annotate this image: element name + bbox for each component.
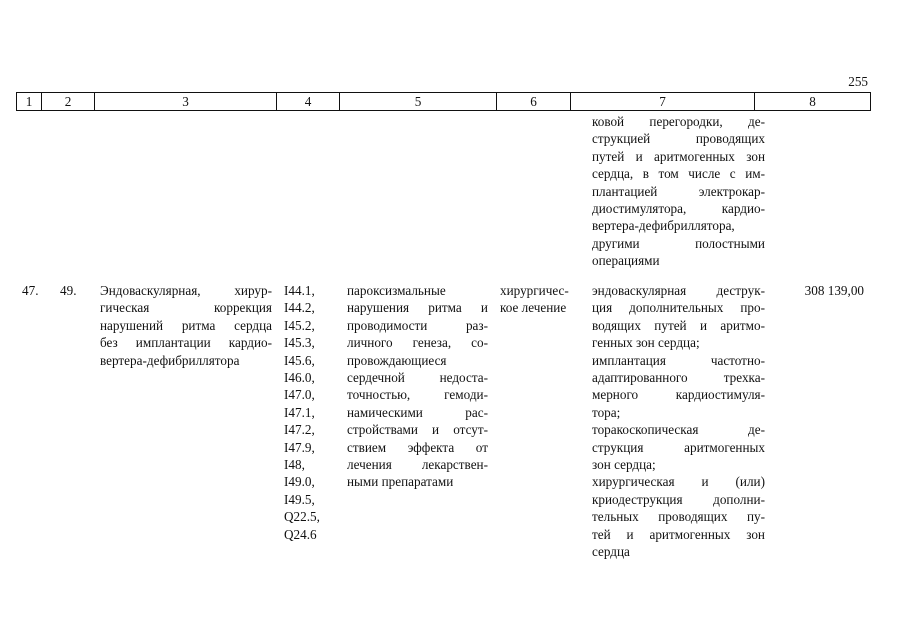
patient-model bbox=[347, 282, 488, 491]
patient-model-line: проводимости раз- bbox=[347, 317, 488, 333]
continuation-line: струкцией проводящих bbox=[592, 131, 765, 147]
page-number: 255 bbox=[848, 74, 868, 89]
treatment-method-line: водящих путей и аритмо- bbox=[592, 317, 765, 333]
treatment-method-line: ция дополнительных про- bbox=[592, 300, 765, 316]
patient-model-line: точностью, гемоди- bbox=[347, 387, 488, 403]
header-col-4: 4 bbox=[277, 93, 340, 111]
procedure-line: гическая коррекция bbox=[100, 300, 272, 316]
icd-code: I46.0, bbox=[284, 370, 315, 386]
treatment-type-line: кое лечение bbox=[500, 300, 567, 316]
continuation-col7-text bbox=[592, 113, 765, 270]
treatment-method-line: тора; bbox=[592, 404, 621, 420]
icd-code: I49.5, bbox=[284, 491, 315, 507]
patient-model-line: ствием эффекта от bbox=[347, 439, 488, 455]
icd-code: I47.0, bbox=[284, 387, 315, 403]
continuation-line: вертера-дефибриллятора, bbox=[592, 218, 735, 234]
item-number: 49. bbox=[60, 283, 77, 298]
header-col-2: 2 bbox=[42, 93, 95, 111]
row-number: 47. bbox=[22, 283, 39, 298]
patient-model-line: личного генеза, со- bbox=[347, 335, 488, 351]
treatment-type-line: хирургичес- bbox=[500, 283, 569, 298]
procedure-line: нарушений ритма сердца bbox=[100, 317, 272, 333]
icd-code: Q24.6 bbox=[284, 526, 317, 542]
patient-model-line: сердечной недоста- bbox=[347, 370, 488, 386]
column-number-header bbox=[16, 92, 871, 111]
treatment-method-line: имплантация частотно- bbox=[592, 352, 765, 368]
patient-model-line: провождающиеся bbox=[347, 352, 447, 368]
continuation-line: диостимулятора, кардио- bbox=[592, 201, 765, 217]
treatment-method-line: зон сердца; bbox=[592, 457, 656, 473]
header-col-5: 5 bbox=[340, 93, 497, 111]
patient-model-line: лечения лекарствен- bbox=[347, 457, 488, 473]
icd-codes bbox=[284, 282, 320, 543]
treatment-method-line: струкция аритмогенных bbox=[592, 439, 765, 455]
continuation-line: другими полостными bbox=[592, 235, 765, 251]
treatment-method-line: хирургическая и (или) bbox=[592, 474, 765, 490]
treatment-method-line: сердца bbox=[592, 544, 630, 560]
procedure-line: без имплантации кардио- bbox=[100, 335, 272, 351]
header-col-6: 6 bbox=[497, 93, 571, 111]
continuation-line: ковой перегородки, де- bbox=[592, 114, 765, 129]
treatment-method-line: мерного кардиостимуля- bbox=[592, 387, 765, 403]
icd-code: I45.6, bbox=[284, 352, 315, 368]
icd-code: I47.1, bbox=[284, 404, 315, 420]
procedure-line: вертера-дефибриллятора bbox=[100, 352, 240, 368]
icd-code: Q22.5, bbox=[284, 509, 320, 525]
icd-code: I45.2, bbox=[284, 317, 315, 333]
treatment-method-line: эндоваскулярная деструк- bbox=[592, 283, 765, 298]
header-col-1: 1 bbox=[17, 93, 42, 111]
icd-code: I47.2, bbox=[284, 422, 315, 438]
treatment-method-line: адаптированного трехка- bbox=[592, 370, 765, 386]
header-col-7: 7 bbox=[571, 93, 755, 111]
continuation-line: плантацией электрокар- bbox=[592, 183, 765, 199]
icd-code: I44.2, bbox=[284, 300, 315, 316]
patient-model-line: ными препаратами bbox=[347, 474, 454, 490]
header-col-3: 3 bbox=[95, 93, 277, 111]
procedure-name bbox=[100, 282, 272, 369]
icd-code: I47.9, bbox=[284, 439, 315, 455]
icd-code: I44.1, bbox=[284, 283, 315, 298]
icd-code: I48, bbox=[284, 457, 305, 473]
patient-model-line: нарушения ритма и bbox=[347, 300, 488, 316]
cost-value: 308 139,00 bbox=[804, 283, 864, 298]
continuation-line: операциями bbox=[592, 253, 660, 269]
header-col-8: 8 bbox=[755, 93, 871, 111]
treatment-method-line: криодеструкция дополни- bbox=[592, 491, 765, 507]
treatment-method-line: торакоскопическая де- bbox=[592, 422, 765, 438]
procedure-line: Эндоваскулярная, хирур- bbox=[100, 283, 272, 298]
treatment-method-line: тей и аритмогенных зон bbox=[592, 526, 765, 542]
icd-code: I49.0, bbox=[284, 474, 315, 490]
patient-model-line: намическими рас- bbox=[347, 404, 488, 420]
treatment-method-line: тельных проводящих пу- bbox=[592, 509, 765, 525]
treatment-method-line: генных зон сердца; bbox=[592, 335, 700, 351]
treatment-type bbox=[500, 282, 569, 317]
patient-model-line: стройствами и отсут- bbox=[347, 422, 488, 438]
icd-code: I45.3, bbox=[284, 335, 315, 351]
treatment-method bbox=[592, 282, 765, 561]
continuation-line: путей и аритмогенных зон bbox=[592, 148, 765, 164]
patient-model-line: пароксизмальные bbox=[347, 283, 446, 298]
continuation-line: сердца, в том числе с им- bbox=[592, 166, 765, 182]
